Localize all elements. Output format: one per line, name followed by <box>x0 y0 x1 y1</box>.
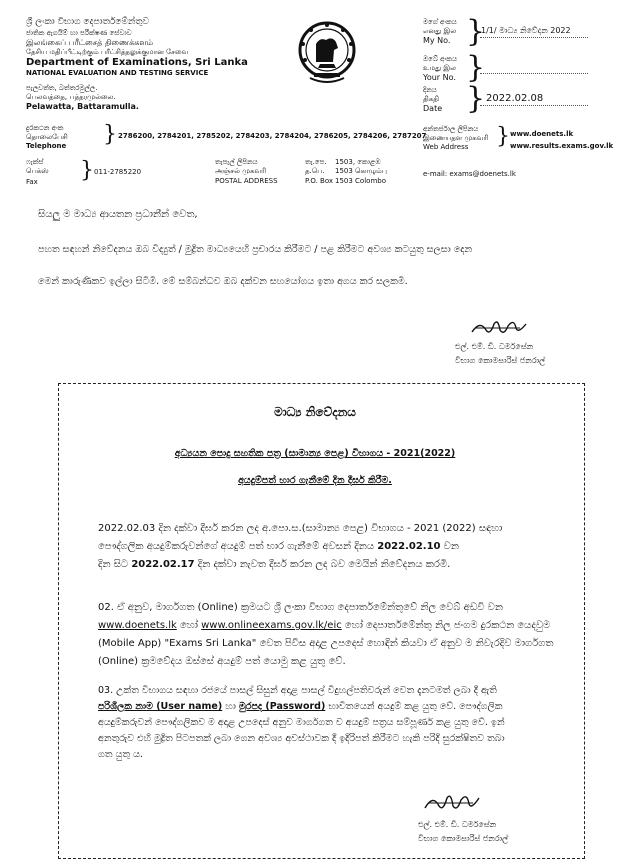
po-box-ta: 1503 கொழும்பு <box>335 167 387 175</box>
po-box-label-ta: த.பெ. <box>305 167 325 175</box>
p1-line-1: 2022.02.03 දින දක්වා දීර්ඝ කරන ලද අ.පො.ස.(සාමාන්‍ය පෙළ) විභාගය - 2021 (2022) සඳහා <box>98 523 503 534</box>
salutation: සියලු ම මාධ්‍ය ආයතන ප්‍රධානීන් වෙත, <box>38 209 198 220</box>
paragraph-3 <box>98 683 566 763</box>
new-closing-date-start: 2022.02.10 <box>377 541 441 552</box>
address-tamil: பெலவத்தை, பத்தரமுல்லை. <box>26 93 116 101</box>
p1-line-3: දින සිට 2022.02.17 දින දක්වා නැවත දීර්ඝ කරන ලද බව මෙයින් නිවේදනය කරමි. <box>98 559 451 570</box>
fax-number: 011-2785220 <box>94 168 142 176</box>
notice-signatory-title: විභාග කොමසාරිස් ජනරාල් <box>418 834 509 843</box>
brace-icon: } <box>466 14 486 49</box>
paragraph-1 <box>98 520 566 574</box>
po-box-label-si: තැ.පෙ. <box>305 158 327 166</box>
letter-date: 2022.02.08 <box>486 93 544 104</box>
signatory-name: එල්. එම්. ඩී. ධර්මසේන <box>455 342 534 351</box>
your-no-label-ta: உமது இல <box>423 64 456 72</box>
dept-sinhala-2: ජාතික ඇගයීම් හා පරීක්ෂණ සේවාව <box>26 29 132 37</box>
brace-icon: } <box>496 124 510 149</box>
service-english: NATIONAL EVALUATION AND TESTING SERVICE <box>26 69 209 77</box>
signatory-title: විභාග කොමසාරිස් ජනරාල් <box>455 356 546 365</box>
date-label-ta: திகதி <box>423 95 439 103</box>
address-sinhala: පැලවත්ත, බත්තරමුල්ල. <box>26 84 98 92</box>
postal-label-en: POSTAL ADDRESS <box>215 177 278 185</box>
p3-line-5: ගත යුතු ය. <box>98 749 143 760</box>
postal-label-ta: அஞ்சல் முகவரி <box>215 167 267 175</box>
brace-icon: } <box>466 50 486 85</box>
address-english: Pelawatta, Battaramulla. <box>26 102 139 111</box>
exam-title: අධ්‍යයන පොදු සහතික පත්‍ර (සාමාන්‍ය පෙළ) විභාගය - 2021(2022) <box>174 448 456 459</box>
fax-label-ta: பெக்ஸ் <box>26 167 49 175</box>
letter-body-line-1: පහත සඳහන් නිවේදනය ඔබ විද්‍යුත් / මුද්‍රිත මාධ්‍යයෙහි ප්‍රචාරය කිරීමට / පළ කිරීමට අවශ්‍ය කටයුතු සලසා දෙන <box>38 244 473 255</box>
po-box-label-en: P.O. Box <box>305 177 334 185</box>
p3-line-1: 03. උක්ත විභාගය සඳහා රජයේ පාසල් සිසුන් අදාළ පාසල් විදුහල්පතිවරුන් වෙත දැනටමත් ලබා දී ඇති <box>98 685 497 696</box>
signature-image <box>470 316 530 340</box>
your-no-label-en: Your No. <box>423 73 456 82</box>
tel-label-ta: தொலைபேசி <box>26 133 68 141</box>
your-no-label-si: ඔබේ අංකය <box>423 55 457 63</box>
doenets-link[interactable]: www.doenets.lk <box>98 620 177 631</box>
new-closing-date-end: 2022.02.17 <box>131 559 195 570</box>
letter-body-line-2: මෙන් කාරුණිකව ඉල්ලා සිටිමි. මේ සම්බන්ධව ඔබ දක්වන සහයෝගය ඉතා අගය කර සලකමි. <box>38 276 408 287</box>
email-address[interactable]: e-mail: exams@doenets.lk <box>423 170 516 178</box>
date-label-en: Date <box>423 104 443 113</box>
web-label-ta: இணையதள முகவரி <box>423 134 489 142</box>
web-address-2[interactable]: www.results.exams.gov.lk <box>510 142 614 150</box>
telephone-numbers: 2786200, 2784201, 2785202, 2784203, 2784204, 2786205, 2784206, 2787207 <box>118 132 427 140</box>
fax-label-en: Fax <box>26 178 38 186</box>
tel-label-si: දුරකථන අංක <box>26 124 64 132</box>
my-no-label-si: මගේ අංකය <box>423 18 457 26</box>
date-label-si: දිනය <box>423 86 437 94</box>
p2-line-2: www.doenets.lk හෝ www.onlineexams.gov.lk/eic හෝ දෙපාර්තමේන්තු නිල ජංගම දුරකථන යෙදවුම <box>98 620 551 631</box>
brace-icon: } <box>80 158 94 183</box>
dept-sinhala-1: ශ්‍රී ලංකා විභාග දෙපාර්තමේන්තුව <box>26 17 150 27</box>
dept-tamil-2: தேசிய மதிப்பீட்டிற்கும் பரீட்சித்தலுக்குமான சேவை <box>26 48 189 56</box>
po-box-si: 1503, කොළඹ <box>335 158 381 166</box>
notice-heading: මාධ්‍ය නිවේදනය <box>274 405 356 419</box>
tel-label-en: Telephone <box>26 142 67 150</box>
web-label-si: අන්තර්ජාල ලිපිනය <box>423 125 479 133</box>
onlineexams-link[interactable]: www.onlineexams.gov.lk/eic <box>201 620 342 631</box>
notice-signatory-name: එල්. එම්. ඩී. ධර්මසේන <box>418 820 497 829</box>
my-no-value: 1/1/ මාධ්‍ය නිවේදන 2022 <box>481 26 571 35</box>
brace-icon: } <box>466 81 486 116</box>
p3-line-3: අයදුම්කරුවන් පෞද්ගලිකව ම අදාළ උපදෙස් අනුව මාර්ගගත ව අයදුම් පත්‍රය සම්පූර්ණ කළ යුතු වේ. ඉන් <box>98 717 505 728</box>
p3-line-4: අනතුරුව එහි මුද්‍රිත පිටපතක් ලබා ගෙන අවශ්‍ය අවස්ථාවක දී ඉදිරිපත් කිරීමට හැකි පරිදි සුරක්ෂිතව තබා <box>98 733 505 744</box>
dept-english: Department of Examinations, Sri Lanka <box>26 57 248 68</box>
p2-line-3: (Mobile App) "Exams Sri Lanka" වෙත පිවිස අදාළ උපදෙස් හොඳින් කියවා ඒ අනුව ම නිවැරදිව මාර්ගගත <box>98 638 554 649</box>
fax-label-si: ෆැක්ස් <box>26 158 44 166</box>
my-no-label-ta: எனது இல <box>423 27 457 35</box>
web-label-en: Web Address <box>423 143 469 151</box>
po-box-en: 1503 Colombo <box>335 177 386 185</box>
p1-line-2: පෞද්ගලික අයදුම්කරුවන්ගේ අයදුම් පත් භාර ගැනීමේ අවසන් දිනය 2022.02.10 වන <box>98 541 459 552</box>
p3-line-2: පරිශීලක නාම (User name) හා මුරපද (Password) භාවිතයෙන් අයදුම් කළ යුතු වේ. පෞද්ගලික <box>98 701 503 712</box>
web-address-1[interactable]: www.doenets.lk <box>510 130 574 138</box>
postal-label-si: තැපැල් ලිපිනය <box>215 158 258 166</box>
p2-line-1: 02. ඒ අනුව, මාර්ගගත (Online) ක්‍රමයට ශ්‍රී ලංකා විභාග දෙපාර්තමේන්තුවේ නිල වෙබ් අඩවි වන <box>98 602 503 613</box>
signature-image <box>423 790 483 816</box>
my-no-label-en: My No. <box>423 36 451 45</box>
national-emblem-icon <box>296 18 358 88</box>
p2-line-4: (Online) ක්‍රමවේදය ඔස්සේ අයදුම් පත් යොමු කළ යුතු වේ. <box>98 656 346 667</box>
paragraph-2 <box>98 599 566 671</box>
notice-subtitle: අයදුම්පත් භාර ගැනීමේ දින දීර්ඝ කිරීම. <box>238 475 392 486</box>
brace-icon: } <box>103 122 117 147</box>
dept-tamil-1: இலங்கைப் பரீட்சைத் திணைக்களம் <box>26 38 154 47</box>
